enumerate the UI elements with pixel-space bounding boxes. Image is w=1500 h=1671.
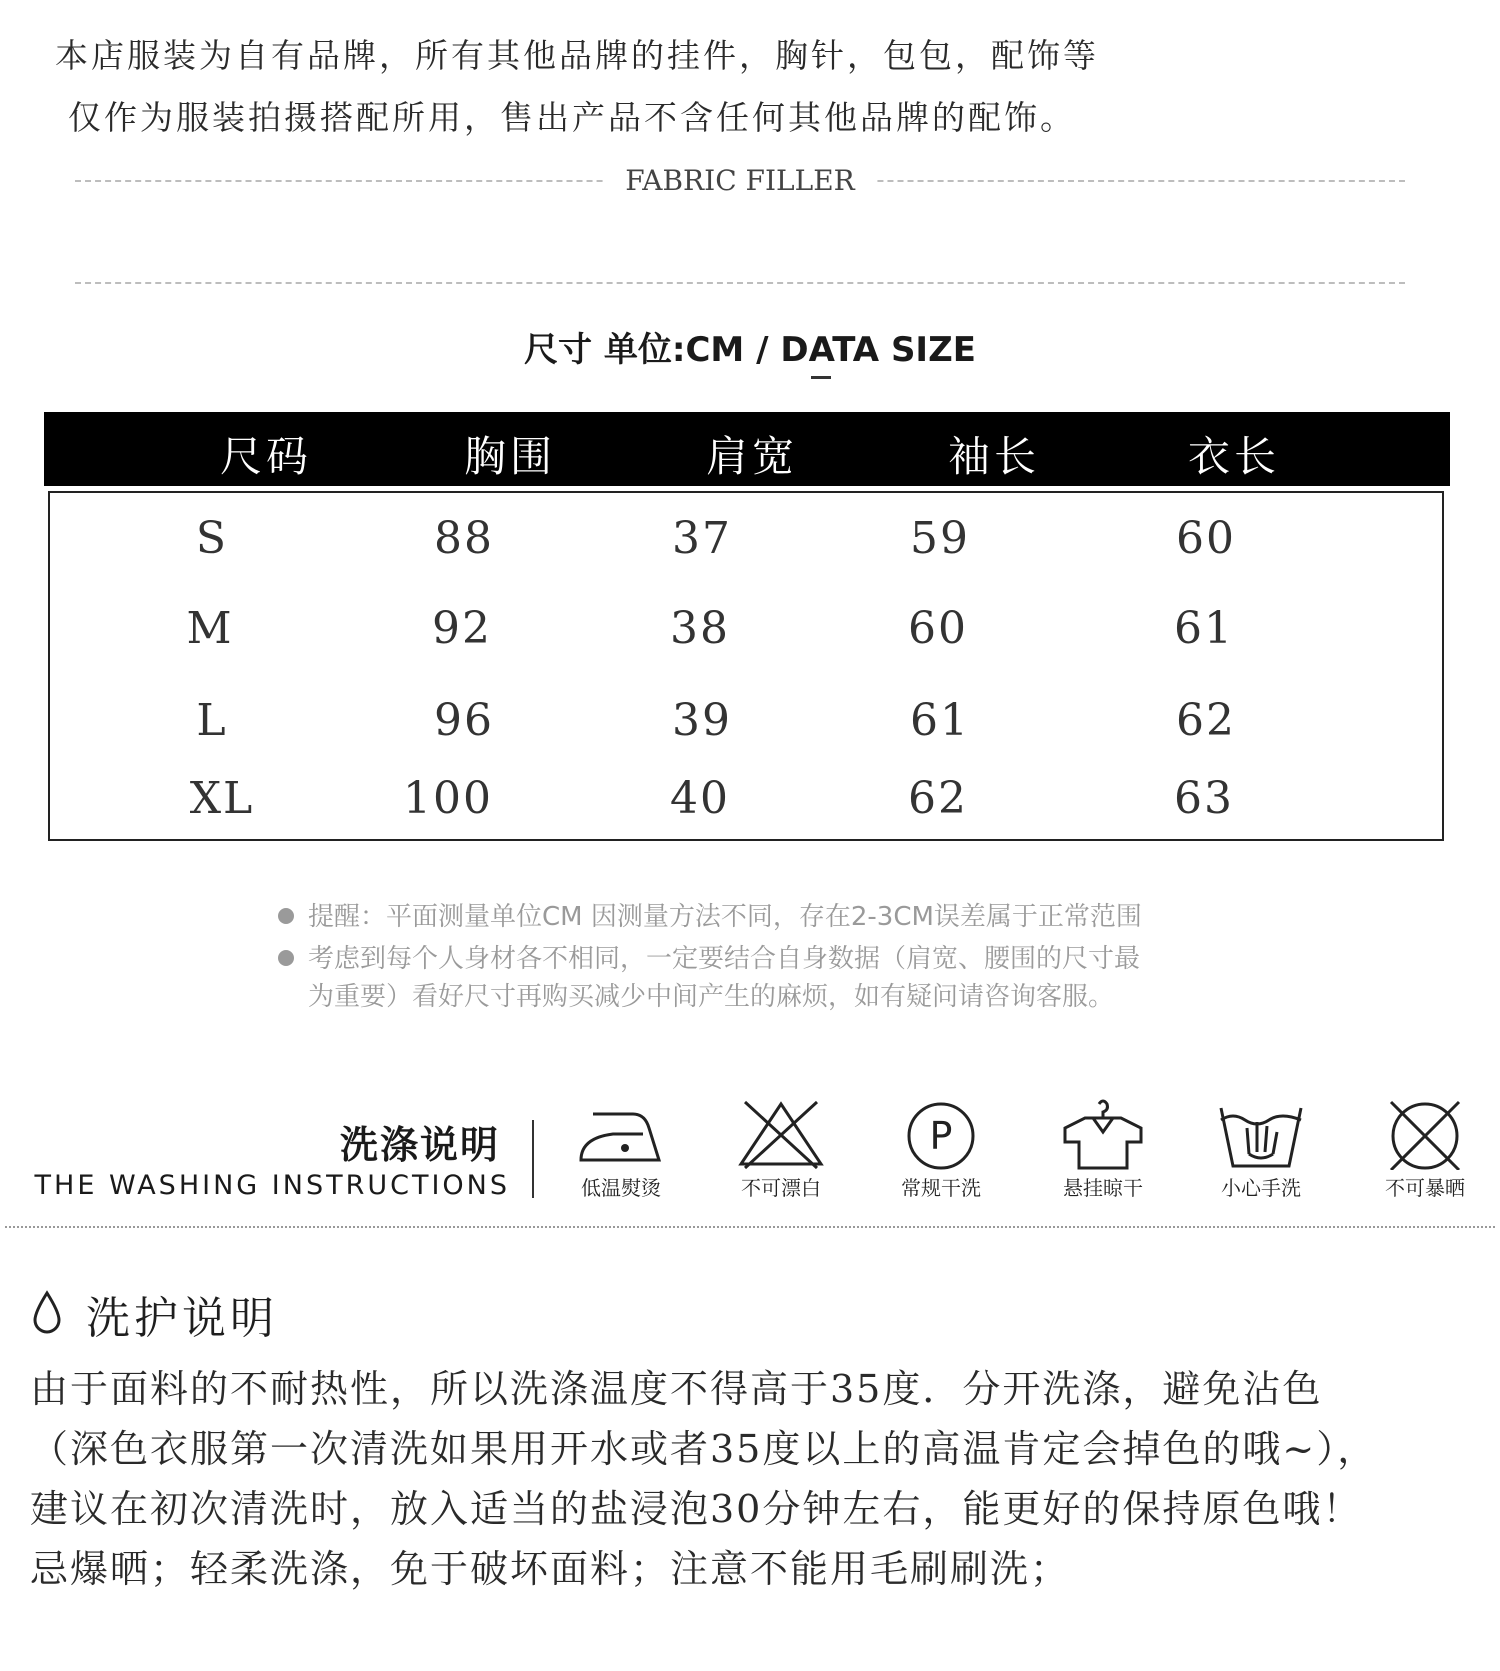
- size-table-title: 尺寸 单位:CM / DATA SIZE: [524, 330, 976, 370]
- care-symbol-iron: [566, 1098, 676, 1201]
- table-cell: 38: [670, 603, 730, 654]
- fabric-filler-heading: [0, 164, 1480, 197]
- hang-dry-icon: [1055, 1098, 1151, 1170]
- hand-wash-icon: [1213, 1098, 1309, 1170]
- note-2-continued: 为重要）看好尺寸再购买减少中间产生的麻烦，如有疑问请咨询客服。: [308, 982, 1115, 1012]
- care-symbol-bleach: [726, 1098, 836, 1201]
- fabric-filler-label: FABRIC FILLER: [605, 164, 874, 197]
- care-symbol-sun: [1370, 1098, 1480, 1201]
- low-temp-iron-icon: [573, 1098, 669, 1170]
- table-cell: 40: [670, 773, 730, 824]
- care-label: 悬挂晾干: [1063, 1176, 1143, 1200]
- table-cell: 100: [403, 773, 493, 824]
- note-1-text: 提醒：平面测量单位CM 因测量方法不同，存在2-3CM误差属于正常范围: [308, 902, 1142, 932]
- table-cell: 96: [434, 695, 494, 746]
- note-2: [278, 938, 1140, 975]
- care-paragraph-line: （深色衣服第一次清洗如果用开水或者35度以上的高温肯定会掉色的哦~），: [30, 1427, 1378, 1471]
- header-size: 尺码: [219, 432, 312, 481]
- care-label: 常规干洗: [901, 1176, 981, 1200]
- table-cell: 61: [910, 695, 970, 746]
- header-sleeve: 袖长: [947, 432, 1040, 481]
- table-cell: 61: [1174, 603, 1234, 654]
- table-cell: 62: [1176, 695, 1236, 746]
- table-cell: L: [196, 695, 228, 746]
- care-symbol-hang: [1048, 1098, 1158, 1201]
- no-sun-dry-icon: [1377, 1098, 1473, 1170]
- care-paragraph-line: 忌爆晒；轻柔洗涤，免于破坏面料；注意不能用毛刷刷洗；: [30, 1547, 1071, 1591]
- dotted-divider: [5, 1226, 1495, 1228]
- table-cell: 39: [672, 695, 732, 746]
- vertical-divider: [532, 1120, 534, 1198]
- washing-title-en: THE WASHING INSTRUCTIONS: [34, 1170, 510, 1201]
- care-symbol-dryclean: [886, 1098, 996, 1201]
- intro-line-1: 本店服装为自有品牌，所有其他品牌的挂件，胸针，包包，配饰等: [55, 36, 1099, 75]
- care-symbol-handwash: [1206, 1098, 1316, 1201]
- care-label: 不可暴晒: [1385, 1176, 1465, 1200]
- no-bleach-icon: [733, 1098, 829, 1170]
- table-cell: S: [195, 513, 229, 564]
- table-cell: 37: [672, 513, 732, 564]
- care-paragraph-line: 建议在初次清洗时，放入适当的盐浸泡30分钟左右，能更好的保持原色哦！: [30, 1487, 1363, 1531]
- table-cell: 60: [908, 603, 968, 654]
- note-2-text: 考虑到每个人身材各不相同，一定要结合自身数据（肩宽、腰围的尺寸最: [308, 944, 1141, 974]
- table-cell: 92: [432, 603, 492, 654]
- care-paragraph-line: 由于面料的不耐热性，所以洗涤温度不得高于35度．分开洗涤，避免沾色: [30, 1367, 1323, 1411]
- table-cell: 59: [910, 513, 970, 564]
- water-drop-icon: [30, 1290, 64, 1334]
- size-table-header: [44, 412, 1450, 486]
- dashed-divider: [75, 282, 1405, 284]
- table-cell: 63: [1174, 773, 1234, 824]
- header-chest: 胸围: [463, 432, 556, 481]
- bullet-icon: [278, 908, 294, 924]
- title-underline: [811, 376, 831, 379]
- care-label: 小心手洗: [1221, 1176, 1301, 1200]
- size-table-body: [48, 491, 1444, 841]
- table-cell: 88: [434, 513, 494, 564]
- care-title: 洗护说明: [86, 1293, 278, 1344]
- header-length: 衣长: [1187, 432, 1280, 481]
- table-cell: 62: [908, 773, 968, 824]
- table-cell: 60: [1176, 513, 1236, 564]
- care-label: 不可漂白: [741, 1176, 821, 1200]
- table-cell: M: [186, 603, 234, 654]
- intro-line-2: 仅作为服装拍摄搭配所用，售出产品不含任何其他品牌的配饰。: [68, 98, 1076, 137]
- note-1: [278, 896, 1142, 933]
- bullet-icon: [278, 950, 294, 966]
- table-cell: XL: [189, 773, 255, 824]
- header-shoulder: 肩宽: [705, 432, 798, 481]
- dry-clean-p-icon: [893, 1098, 989, 1170]
- svg-text:P: P: [929, 1114, 953, 1158]
- care-label: 低温熨烫: [581, 1176, 661, 1200]
- washing-title-cn: 洗涤说明: [339, 1123, 500, 1167]
